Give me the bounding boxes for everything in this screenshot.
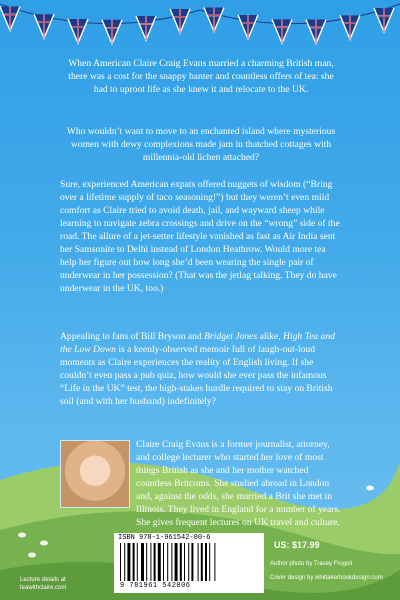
barcode-bar — [133, 543, 135, 581]
barcode-bar — [158, 543, 161, 581]
p4-text-a: Appealing to fans of Bill Bryson and — [60, 331, 205, 342]
barcode-bar — [167, 543, 168, 581]
barcode-bar — [201, 543, 203, 581]
barcode-bars — [118, 543, 260, 581]
barcode-bar — [154, 543, 156, 581]
barcode-bar — [205, 543, 207, 581]
blurb-paragraph-1: When American Claire Craig Evans married a charming British man, there was a cost for the snappy banter and countless offers of tea: she had to uproot life as she knew it and relocate to the UK. — [68, 58, 334, 95]
union-jack-bunting — [0, 0, 400, 60]
p4-title-bridget-jones: Bridget Jones — [204, 331, 258, 342]
barcode-bar — [191, 543, 193, 581]
isbn-barcode — [114, 533, 264, 593]
barcode-bar — [137, 543, 138, 581]
cover-design-credit: Cover design by whittakerbookdesign.com — [270, 575, 383, 581]
barcode-bar — [141, 543, 144, 581]
barcode-bar — [209, 543, 210, 581]
barcode-bar — [146, 543, 147, 581]
barcode-bar — [214, 543, 215, 581]
blurb-paragraph-2: Who wouldn’t want to move to an enchanted island where mysterious women with dewy complexions made jam in thatched cottages with millennia-old lichen attached? — [66, 126, 336, 163]
barcode-bar — [127, 543, 130, 581]
barcode-bar — [124, 543, 125, 581]
price-label: US: $17.99 — [274, 540, 320, 550]
barcode-bar — [198, 543, 199, 581]
barcode-bar — [184, 543, 185, 581]
p4-text-e: is a keenly-observed memoir full of laugh-out-loud moments as Claire experiences the reality of English living. If she couldn’t even pass a pub quiz, how would she ever pass the infamous “Life in the UK” test, the high-stakes hurdle required to stay on British soil (and with her husband) indefinitely? — [60, 344, 333, 407]
blurb-paragraph-3: Sure, experienced American expats offered nuggets of wisdom (“Bring over a lifetime supply of taco seasoning!”) but they weren’t even mild comfort as Claire tried to avoid death, jail, and wayward sheep while learning to navigate zebra crossings and drive on the “wrong” side of the road. The allure of a jet-setter lifestyle vanished as fast as Air India sent her Samsonite to Delhi instead of London Heathrow. Would more tea help her figure out how long she’d been wearing the single pair of underwear in her possession? (That was the jetlag talking. They do have underwear in the UK, too.) — [60, 179, 340, 294]
barcode-bar — [171, 543, 172, 581]
author-photo — [60, 440, 130, 508]
barcode-bar — [180, 543, 182, 581]
lecture-details: Lecture details at teawithclaire.com — [20, 577, 67, 591]
barcode-bar — [188, 543, 189, 581]
p4-book-title: High Tea and the Low Down — [60, 331, 335, 355]
barcode-number: 9 781961 542006 — [120, 582, 191, 590]
barcode-bar — [120, 543, 121, 581]
barcode-bar — [175, 543, 178, 581]
isbn-text: ISBN 978-1-961542-00-6 — [118, 534, 211, 542]
p4-text-c: alike, — [257, 331, 284, 342]
photo-credit: Author photo by Tracey Frugoli — [270, 561, 353, 567]
blurb-paragraph-4 — [60, 330, 342, 408]
barcode-bar — [163, 543, 164, 581]
author-bio: Claire Craig Evans is a former journalist, attorney, and college lecturer who started her love of most things British as she and her mother watched countless Britcoms. She studied abroad in London and, against the odds, she married a Brit she met in Illinois. They lived in England for a number of years. She gives frequent lectures on UK travel and culture. — [136, 439, 341, 528]
barcode-bar — [150, 543, 151, 581]
